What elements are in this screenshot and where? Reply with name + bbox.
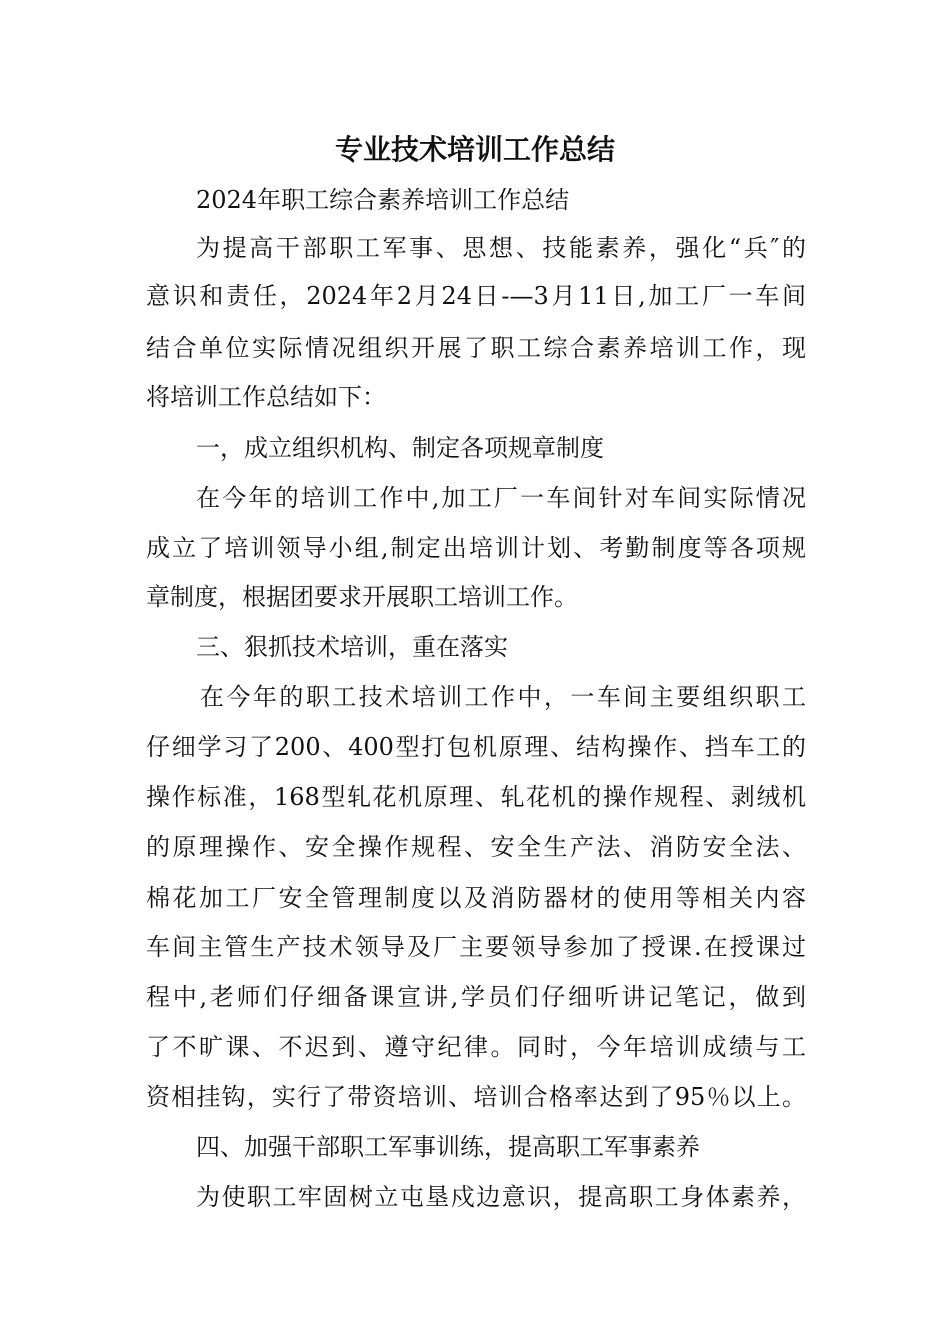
section-heading: 三、狠抓技术培训，重在落实: [196, 633, 508, 661]
paragraph-line: 在今年的培训工作中,加工厂一车间针对车间实际情况: [196, 484, 806, 512]
paragraph-line: 为提高干部职工军事、思想、技能素养，强化“兵″的: [196, 234, 806, 262]
paragraph-line: 了不旷课、不迟到、遵守纪律。同时，今年培训成绩与工: [146, 1033, 806, 1061]
paragraph-line: 资相挂钩，实行了带资培训、培训合格率达到了95％以上。: [146, 1083, 806, 1111]
document-title: 专业技术培训工作总结: [334, 133, 615, 166]
paragraph-line: 棉花加工厂安全管理制度以及消防器材的使用等相关内容: [146, 884, 806, 912]
paragraph-line: 章制度，根据团要求开展职工培训工作。: [146, 583, 578, 611]
subtitle-line: 2024年职工综合素养培训工作总结: [196, 186, 570, 214]
paragraph-line: 结合单位实际情况组织开展了职工综合素养培训工作，现: [146, 334, 806, 362]
paragraph-line: 成立了培训领导小组,制定出培训计划、考勤制度等各项规: [146, 534, 806, 562]
paragraph-line: 操作标准，168型轧花机原理、轧花机的操作规程、剥绒机: [146, 783, 806, 811]
paragraph-line: 将培训工作总结如下：: [146, 383, 386, 411]
section-heading: 四、加强干部职工军事训练，提高职工军事素养: [196, 1133, 700, 1161]
paragraph-line: 车间主管生产技术领导及厂主要领导参加了授课.在授课过: [146, 933, 806, 961]
paragraph-line: 在今年的职工技术培训工作中，一车间主要组织职工: [200, 683, 806, 711]
section-heading: 一，成立组织机构、制定各项规章制度: [196, 434, 604, 462]
paragraph-line: 的原理操作、安全操作规程、安全生产法、消防安全法、: [146, 833, 806, 861]
paragraph-line: 程中,老师们仔细备课宣讲,学员们仔细听讲记笔记，做到: [146, 983, 806, 1011]
paragraph-line: 仔细学习了200、400型打包机原理、结构操作、挡车工的: [146, 733, 806, 761]
paragraph-line: 为使职工牢固树立屯垦戍边意识，提高职工身体素养，: [196, 1183, 806, 1211]
paragraph-line: 意识和责任，2024年2月24日-—3月11日,加工厂一车间: [146, 282, 806, 310]
